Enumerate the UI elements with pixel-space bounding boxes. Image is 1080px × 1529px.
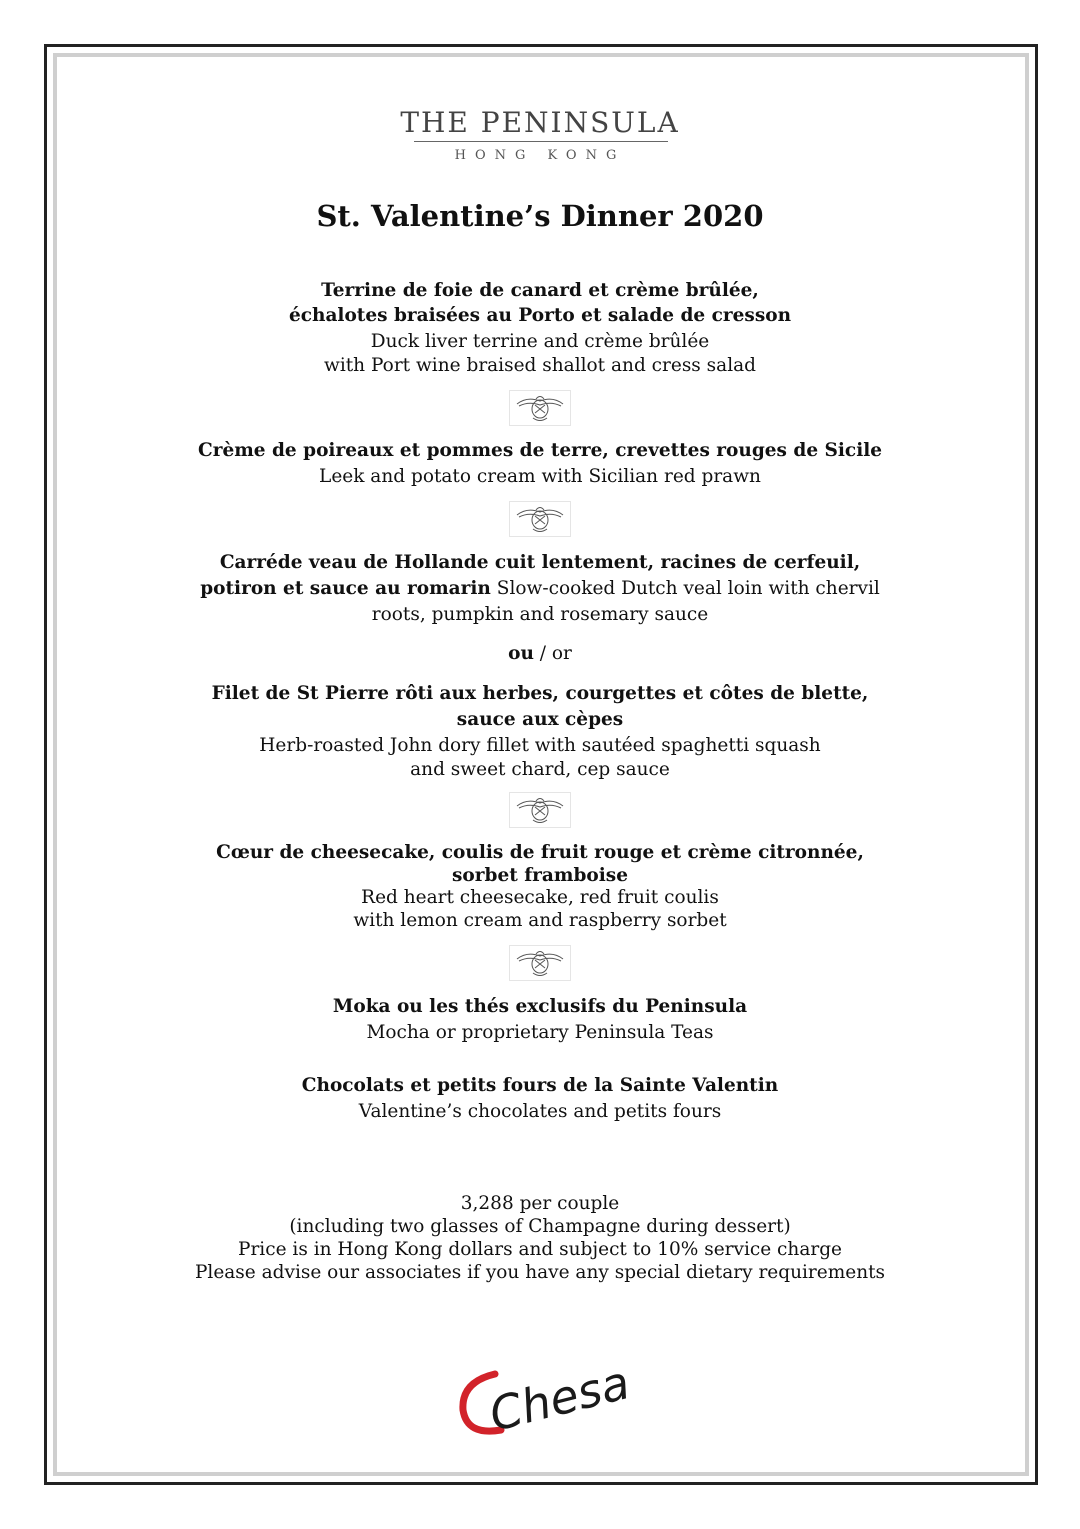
course-soup — [0, 439, 1080, 489]
course-en-line: with Port wine braised shallot and cress salad — [324, 355, 756, 376]
course-main-veal — [0, 551, 1080, 627]
menu-title: St. Valentine’s Dinner 2020 — [316, 199, 764, 233]
pricing-block — [0, 1192, 1080, 1284]
course-en-line: Slow-cooked Dutch veal loin with chervil — [496, 578, 880, 599]
course-fr-line: sauce aux cèpes — [456, 709, 624, 730]
course-fr-line: Moka ou les thés exclusifs du Peninsula — [332, 996, 748, 1017]
course-en-line: Herb-roasted John dory fillet with sautéed spaghetti squash — [259, 735, 821, 756]
dietary-note: Please advise our associates if you have any special dietary requirements — [194, 1262, 886, 1283]
or-slash: / — [533, 643, 552, 664]
course-mixed-line — [0, 577, 1080, 601]
peninsula-crest-icon — [509, 390, 571, 426]
course-fr-line: potiron et sauce au romarin — [200, 578, 491, 599]
course-en-line: Mocha or proprietary Peninsula Teas — [366, 1022, 714, 1043]
or-en: or — [551, 643, 572, 664]
logo-name: THE PENINSULA — [400, 106, 680, 139]
price-line: 3,288 per couple — [460, 1193, 620, 1214]
course-fr-line: Chocolats et petits fours de la Sainte Valentin — [301, 1075, 779, 1096]
or-fr: ou — [508, 643, 534, 664]
course-fr-line: échalotes braisées au Porto et salade de cresson — [288, 305, 792, 326]
course-en-line: Leek and potato cream with Sicilian red prawn — [319, 466, 761, 487]
course-petits-fours — [0, 1074, 1080, 1124]
service-charge-note: Price is in Hong Kong dollars and subject to 10% service charge — [238, 1239, 842, 1260]
peninsula-crest-icon — [509, 945, 571, 981]
chesa-logo — [455, 1352, 635, 1442]
course-fr-line: sorbet framboise — [452, 864, 628, 886]
course-fr-line: Cœur de cheesecake, coulis de fruit rouge et crème citronnée, — [216, 842, 864, 863]
chesa-logo-text: Chesa — [484, 1355, 635, 1442]
logo-location: HONG KONG — [454, 148, 626, 163]
course-en-line: roots, pumpkin and rosemary sauce — [371, 604, 709, 625]
course-fr-line: Carréde veau de Hollande cuit lentement, racines de cerfeuil, — [219, 552, 861, 573]
or-separator — [0, 643, 1080, 664]
course-fr-line: Filet de St Pierre rôti aux herbes, courgettes et côtes de blette, — [211, 683, 869, 704]
course-coffee — [0, 995, 1080, 1045]
course-en-line: and sweet chard, cep sauce — [410, 759, 670, 780]
course-en-line: Red heart cheesecake, red fruit coulis — [361, 887, 719, 908]
peninsula-crest-icon — [509, 501, 571, 537]
peninsula-crest-icon — [509, 792, 571, 828]
course-en-line: Duck liver terrine and crème brûlée — [370, 331, 710, 352]
course-en-line: with lemon cream and raspberry sorbet — [353, 909, 727, 931]
course-fr-line: Crème de poireaux et pommes de terre, crevettes rouges de Sicile — [197, 440, 883, 461]
logo-rule — [414, 141, 668, 142]
course-dessert — [0, 842, 1080, 932]
course-starter — [0, 279, 1080, 378]
champagne-note: (including two glasses of Champagne during dessert) — [289, 1216, 791, 1237]
course-fr-line: Terrine de foie de canard et crème brûlée, — [321, 280, 759, 301]
course-main-fish — [0, 682, 1080, 782]
course-en-line: Valentine’s chocolates and petits fours — [358, 1101, 722, 1122]
